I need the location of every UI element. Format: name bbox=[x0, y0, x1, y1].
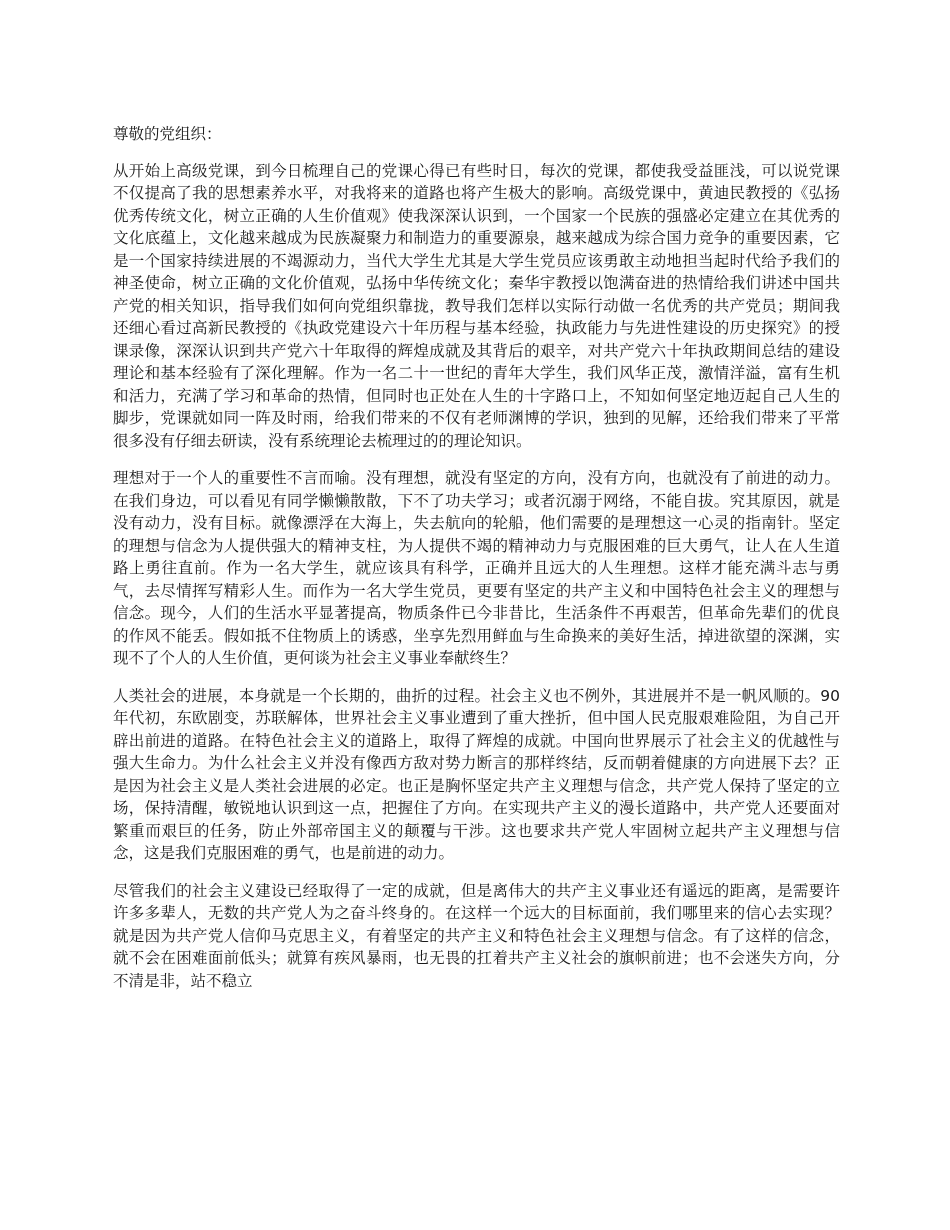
paragraph-3: 人类社会的进展，本身就是一个长期的，曲折的过程。社会主义也不例外，其进展并不是一帆风顺的。90年代初，东欧剧变，苏联解体，世界社会主义事业遭到了重大挫折，但中国人民克服艰难险阻，为自己开辟出前进的道路。在特色社会主义的道路上，取得了辉煌的成就。中国向世界展示了社会主义的优越性与强大生命力。为什么社会主义并没有像西方敌对势力断言的那样终结，反而朝着健康的方向进展下去？正是因为社会主义是人类社会进展的必定。也正是胸怀坚定共产主义理想与信念，共产党人保持了坚定的立场，保持清醒，敏锐地认识到这一点，把握住了方向。在实现共产主义的漫长道路中，共产党人还要面对繁重而艰巨的任务，防止外部帝国主义的颠覆与干涉。这也要求共产党人牢固树立起共产主义理想与信念，这是我们克服困难的勇气，也是前进的动力。 bbox=[113, 686, 840, 862]
paragraph-1: 从开始上高级党课，到今日梳理自己的党课心得已有些时日，每次的党课，都使我受益匪浅，可以说党课不仅提高了我的思想素养水平，对我将来的道路也将产生极大的影响。高级党课中，黄迪民教授的《弘扬优秀传统文化，树立正确的人生价值观》使我深深认识到，一个国家一个民族的强盛必定建立在其优秀的文化底蕴上，文化越来越成为民族凝聚力和制造力的重要源泉，越来越成为综合国力竞争的重要因素，它是一个国家持续进展的不竭源动力，当代大学生尤其是大学生党员应该勇敢主动地担当起时代给予我们的神圣使命，树立正确的文化价值观，弘扬中华传统文化；秦华宇教授以饱满奋进的热情给我们讲述中国共产党的相关知识，指导我们如何向党组织靠拢，教导我们怎样以实际行动做一名优秀的共产党员；期间我还细心看过高新民教授的《执政党建设六十年历程与基本经验，执政能力与先进性建设的历史探究》的授课录像，深深认识到共产党六十年取得的辉煌成就及其背后的艰辛，对共产党六十年执政期间总结的建设理论和基本经验有了深化理解。作为一名二十一世纪的青年大学生，我们风华正茂，激情洋溢，富有生机和活力，充满了学习和革命的热情，但同时也正处在人生的十字路口上，不知如何坚定地迈起自己人生的脚步，党课就如同一阵及时雨，给我们带来的不仅有老师渊博的学识，独到的见解，还给我们带来了平常很多没有仔细去研读，没有系统理论去梳理过的的理论知识。 bbox=[113, 161, 840, 450]
paragraph-2: 理想对于一个人的重要性不言而喻。没有理想，就没有坚定的方向，没有方向，也就没有了前进的动力。在我们身边，可以看见有同学懒懒散散，下不了功夫学习；或者沉溺于网络，不能自拔。究其原因，就是没有动力，没有目标。就像漂浮在大海上，失去航向的轮船，他们需要的是理想这一心灵的指南针。坚定的理想与信念为人提供强大的精神支柱，为人提供不竭的精神动力与克服困难的巨大勇气，让人在人生道路上勇往直前。作为一名大学生，就应该具有科学，正确并且远大的人生理想。这样才能充满斗志与勇气，去尽情挥写精彩人生。而作为一名大学生党员，更要有坚定的共产主义和中国特色社会主义的理想与信念。现今，人们的生活水平显著提高，物质条件已今非昔比，生活条件不再艰苦，但革命先辈们的优良的作风不能丢。假如抵不住物质上的诱惑，坐享先烈用鲜血与生命换来的美好生活，掉进欲望的深渊，实现不了个人的人生价值，更何谈为社会主义事业奉献终生？ bbox=[113, 469, 840, 667]
letter-body bbox=[113, 123, 840, 1007]
paragraph-4: 尽管我们的社会主义建设已经取得了一定的成就，但是离伟大的共产主义事业还有遥远的距离，是需要许许多多辈人，无数的共产党人为之奋斗终身的。在这样一个远大的目标面前，我们哪里来的信心去实现？就是因为共产党人信仰马克思主义，有着坚定的共产主义和特色社会主义理想与信念。有了这样的信念，就不会在困难面前低头；就算有疾风暴雨，也无畏的扛着共产主义社会的旗帜前进；也不会迷失方向，分不清是非，站不稳立 bbox=[113, 881, 840, 990]
salutation: 尊敬的党组织： bbox=[113, 125, 222, 143]
